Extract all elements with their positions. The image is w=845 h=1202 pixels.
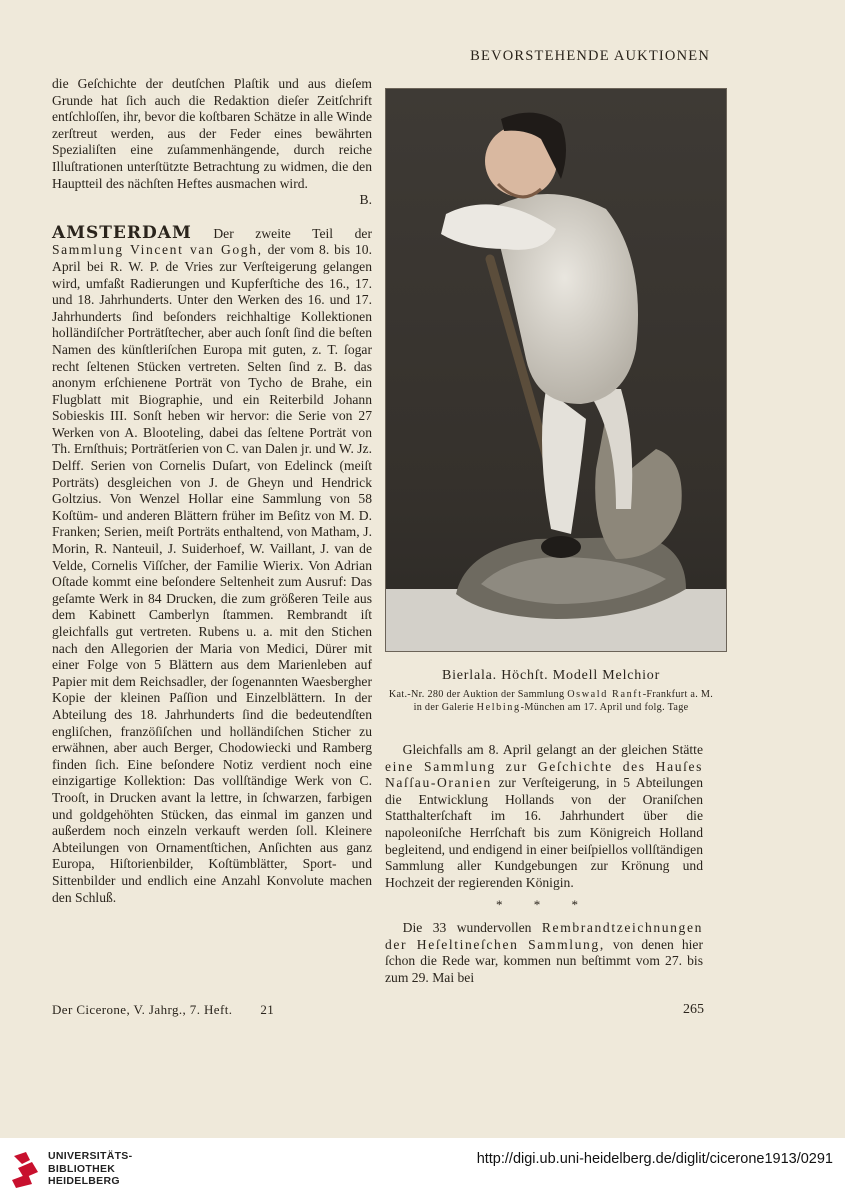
caption-gallery: Helbing xyxy=(476,702,521,713)
page-footer-left xyxy=(52,1002,274,1018)
caption-detail-part2: -Frankfurt a. M. in der Galerie xyxy=(413,689,714,713)
rembrandt-lead: Die 33 wundervollen xyxy=(402,919,542,935)
oranien-collection: eine Sammlung zur Geſchichte des Hauſes Naſſau-Oranien xyxy=(385,758,703,791)
porcelain-figure-illustration xyxy=(386,89,726,651)
running-head: BEVORSTEHENDE AUKTIONEN xyxy=(470,48,710,64)
oranien-body: zur Verſteigerung, in 5 Abteilungen die Entwicklung Hollands von der Oraniſchen Statthalterſchaft im 16. Jahrhundert über die napoleoniſche Herrſchaft bis zum Königreich Holland begleitend, und endigend in einer beiſpiellos vollſtändigen Sammlung aller Kundgebungen zur Krönung und Hochzeit der regierenden Königin. xyxy=(385,775,703,890)
library-name-line-2: BIBLIOTHEK xyxy=(48,1162,116,1175)
journal-reference: Der Cicerone, V. Jahrg., 7. Heft. xyxy=(52,1002,233,1017)
intro-paragraph xyxy=(52,76,372,209)
sheet-number: 21 xyxy=(260,1002,275,1017)
caption-title: Bierlala. Höchſt. Modell Melchior xyxy=(441,668,661,683)
caption-detail xyxy=(385,688,717,714)
university-library-logo-icon xyxy=(10,1150,44,1190)
figure-photograph xyxy=(385,88,727,652)
amsterdam-paragraph xyxy=(52,222,372,906)
page-number: 265 xyxy=(683,1002,704,1017)
figure-leg-left xyxy=(542,389,586,534)
left-column xyxy=(52,76,372,906)
amsterdam-collection-name: Sammlung Vincent van Gogh, xyxy=(52,242,263,258)
right-column xyxy=(385,742,703,986)
source-url-link[interactable]: http://digi.ub.uni-heidelberg.de/diglit/cicerone1913/0291 xyxy=(476,1151,833,1167)
library-name-line-1: UNIVERSITÄTS- xyxy=(48,1150,133,1162)
library-footer-bar xyxy=(0,1138,845,1202)
library-name-line-3: HEIDELBERG xyxy=(48,1175,120,1187)
library-name xyxy=(48,1150,132,1188)
oranien-paragraph xyxy=(385,742,703,891)
rembrandt-body: von denen hier ſchon die Rede war, kommen nun beſtimmt vom 27. bis zum 29. Mai bei xyxy=(385,936,703,985)
amsterdam-headword: AMSTERDAM xyxy=(52,222,192,243)
amsterdam-body: der vom 8. bis 10. April bei R. W. P. de Vries zur Verſteigerung gelangen wird, umfaßt Radierungen und Kupferſtiche des 16., 17. und 18. Jahrhunderts. Unter den Werken des 16. und 17. Jahrhunderts ſind beſonders reichhaltige Kollektionen holländiſcher Porträtſtecher, aber auch ſonſt ſind die beſten Namen des künſtleriſchen Europa mit guten, z. T. ſogar recht ſeltenen Stücken vertreten. Selten ſind z. B. das anonym erſchienene Porträt von Tycho de Brahe, ein Flugblatt mit Biographie, und ein Reiterbild Johann Sobieskis III. Sonſt heben wir hervor: die Serie von 27 Werken von A. Blooteling, dabei das ſeltene Porträt von Th. Ernſthuis; Porträtſerien von C. van Dalen jr. und W. Jz. Delff. Serien von Cornelis Duſart, von Edelinck (meiſt Porträts) desgleichen von J. de Gheyn und Hendrick Goltzius. Von Wenzel Hollar eine Sammlung von 58 Koſtüm- und anderen Blättern früher im Beſitz von M. D. Franken; Serien, meiſt Porträts enthaltend, von Matham, J. Morin, R. Nanteuil, J. Suiderhoef, W. Vaillant, J. van de Velde, Cornelis Viſſcher, der Familie Wierix. Von Adrian Oſtade kommt eine beſondere Seltenheit zum Ausruf: Das geſamte Werk in 84 Drucken, die zum größeren Teile aus dem Kabinett Camberlyn ſtammen. Rembrandt iſt gleichfalls gut vertreten. Rubens u. a. mit den Stichen nach den Allegorien der Maria von Medici, Dürer mit einer Folge von 5 Blättern aus dem Marienleben auf Papier mit dem Reichsadler, der ſogenannten Waesbergher Kopie der kleinen Paſſion und Einzelblättern. In der Abteilung des 18. Jahrhunderts ſind die bedeutendſten engliſchen, franzöſiſchen und holländiſchen Sticher zu erwähnen, aber auch Berger, Chodowiecki und Ramberg finden ſich. Eine beſondere Notiz verdient noch eine einzigartige Kollektion: Das vollſtändige Werk von C. Trooſt, in Drucken avant la lettre, in ſchwarzen, farbigen und goldgehöhten Stücken, das einmal im ganzen und außerdem noch einzeln verkauft werden ſoll. Kleinere Abteilungen von Ornamentſtichen, Anſichten aus ganz Europa, Hiſtorienbilder, Koſtümblätter, Sport- und Sittenbilder und endlich eine Anzahl Konvolute machen den Schluß. xyxy=(52,242,372,905)
oranien-lead: Gleichfalls am 8. April gelangt an der gleichen Stätte xyxy=(402,742,703,757)
caption-collection: Oswald Ranft xyxy=(567,689,643,700)
figure-shoe xyxy=(541,536,581,558)
section-divider-stars: * * * xyxy=(496,897,592,913)
intro-text: die Geſchichte der deutſchen Plaſtik und aus dieſem Grunde hat ſich auch die Redaktion dieſer Zeitſchrift entſchloſſen, ihr, bevor die koſtbaren Schätze in alle Winde zerſtreut werden, aus der Feder eines bewährten Spezialiſten eine zuſammenhängende, durch reiche Illuſtrationen unterſtützte Betrachtung zu widmen, die den Hauptteil des nächſten Heftes ausmachen wird. xyxy=(52,76,372,191)
amsterdam-lead: Der zweite Teil der xyxy=(213,225,372,241)
rembrandt-collection: Rembrandtzeichnungen der Heſeltineſchen Sammlung, xyxy=(385,919,703,952)
figure-caption xyxy=(385,668,717,714)
caption-detail-part3: -München am 17. April und folg. Tage xyxy=(520,702,689,713)
author-signature: B. xyxy=(359,192,372,208)
rembrandt-paragraph xyxy=(385,920,703,986)
caption-detail-part1: Kat.-Nr. 280 der Auktion der Sammlung xyxy=(388,689,568,700)
